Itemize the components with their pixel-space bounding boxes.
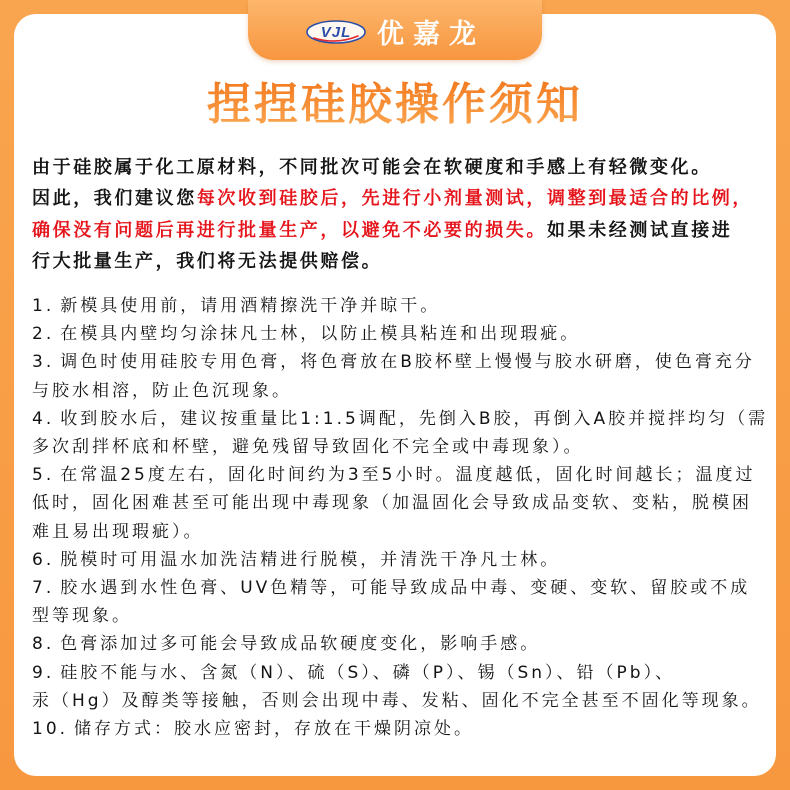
item-line (32, 630, 768, 658)
item-line (32, 518, 768, 546)
item-number: 4. (32, 408, 55, 429)
item-number: 3. (32, 352, 55, 373)
brand-name: 优嘉龙 (377, 19, 485, 50)
instruction-item-2 (32, 320, 768, 348)
item-number: 8. (32, 634, 55, 655)
item-line (32, 320, 768, 348)
item-number: 2. (32, 324, 55, 345)
item-number: 9. (32, 662, 55, 683)
item-number: 5. (32, 465, 55, 486)
instruction-item-10 (32, 715, 768, 743)
item-text: 与胶水相溶，防止色沉现象。 (32, 380, 292, 401)
item-line (32, 574, 768, 602)
item-line (32, 461, 768, 489)
item-text: 储存方式：胶水应密封，存放在干燥阴凉处。 (74, 719, 475, 740)
item-line (32, 489, 768, 517)
item-line (32, 405, 768, 433)
instruction-item-7 (32, 574, 768, 630)
item-text: 色膏添加过多可能会导致成品软硬度变化，影响手感。 (60, 634, 541, 655)
intro-text: 行大批量生产，我们将无法提供赔偿。 (32, 250, 383, 272)
item-line (32, 546, 768, 574)
notice-card (14, 14, 776, 776)
instruction-item-3 (32, 348, 768, 404)
instruction-item-9 (32, 659, 768, 715)
item-text: 汞（Hg）及醇类等接触，否则会出现中毒、发粘、固化不完全甚至不固化等现象。 (32, 690, 762, 711)
item-text: 型等现象。 (32, 606, 132, 627)
item-text: 收到胶水后，建议按重量比1:1.5调配，先倒入B胶，再倒入A胶并搅拌均匀（需 (60, 408, 769, 429)
intro-emphasis-text: 确保没有问题后再进行批量生产，以避免不必要的损失。 (32, 219, 547, 241)
brand-tab (248, 0, 542, 60)
item-number: 1. (32, 296, 55, 316)
item-line (32, 433, 768, 461)
intro-emphasis-text: 每次收到硅胶后，先进行小剂量测试，调整到最适合的比例， (196, 188, 754, 210)
item-line (32, 348, 768, 376)
item-text: 胶水遇到水性色膏、UV色精等，可能导致成品中毒、变硬、变软、留胶或不成 (60, 578, 751, 599)
item-line (32, 292, 768, 320)
item-line (32, 377, 768, 405)
instruction-item-6 (32, 546, 768, 574)
intro-text: 如果未经测试直接进 (547, 219, 733, 241)
intro-line-3 (32, 215, 753, 246)
intro-line-1 (32, 152, 753, 183)
item-text: 在常温25度左右，固化时间约为3至5小时。温度越低，固化时间越长；温度过 (60, 465, 756, 486)
item-line (32, 602, 768, 630)
intro-line-2 (32, 183, 753, 214)
item-number: 10. (32, 719, 69, 740)
instruction-item-1 (32, 292, 768, 320)
item-line (32, 715, 768, 743)
instruction-item-5 (32, 461, 768, 546)
item-text: 难且易出现瑕疵）。 (32, 521, 204, 542)
instruction-item-8 (32, 630, 768, 658)
instruction-item-4 (32, 405, 768, 461)
item-text: 在模具内壁均匀涂抹凡士林，以防止模具粘连和出现瑕疵。 (60, 324, 581, 345)
item-text: 硅胶不能与水、含氮（N）、硫（S）、磷（P）、锡（Sn）、铅（Pb）、 (60, 662, 676, 683)
item-line (32, 687, 768, 715)
brand-logo-icon (305, 19, 367, 45)
item-text: 脱模时可用温水加洗洁精进行脱模，并清洗干净凡士林。 (60, 549, 561, 570)
intro-line-4 (32, 246, 753, 277)
item-text: 低时，固化困难甚至可能出现中毒现象（加温固化会导致成品变软、变粘，脱模困 (32, 493, 752, 514)
instruction-list (32, 292, 768, 743)
intro-text: 因此，我们建议您 (32, 188, 197, 210)
intro-paragraph (32, 152, 753, 277)
item-text: 新模具使用前，请用酒精擦洗干净并晾干。 (60, 296, 441, 316)
logo-text: VJL (320, 23, 352, 41)
item-number: 7. (32, 578, 55, 599)
page-title: 捏捏硅胶操作须知 (14, 76, 776, 134)
item-text: 调色时使用硅胶专用色膏，将色膏放在B胶杯壁上慢慢与胶水研磨，使色膏充分 (60, 352, 755, 373)
item-text: 多次刮拌杯底和杯壁，避免残留导致固化不完全或中毒现象）。 (32, 437, 584, 458)
item-number: 6. (32, 549, 55, 570)
intro-text: 由于硅胶属于化工原材料，不同批次可能会在软硬度和手感上有轻微变化。 (32, 157, 712, 178)
item-line (32, 659, 768, 687)
